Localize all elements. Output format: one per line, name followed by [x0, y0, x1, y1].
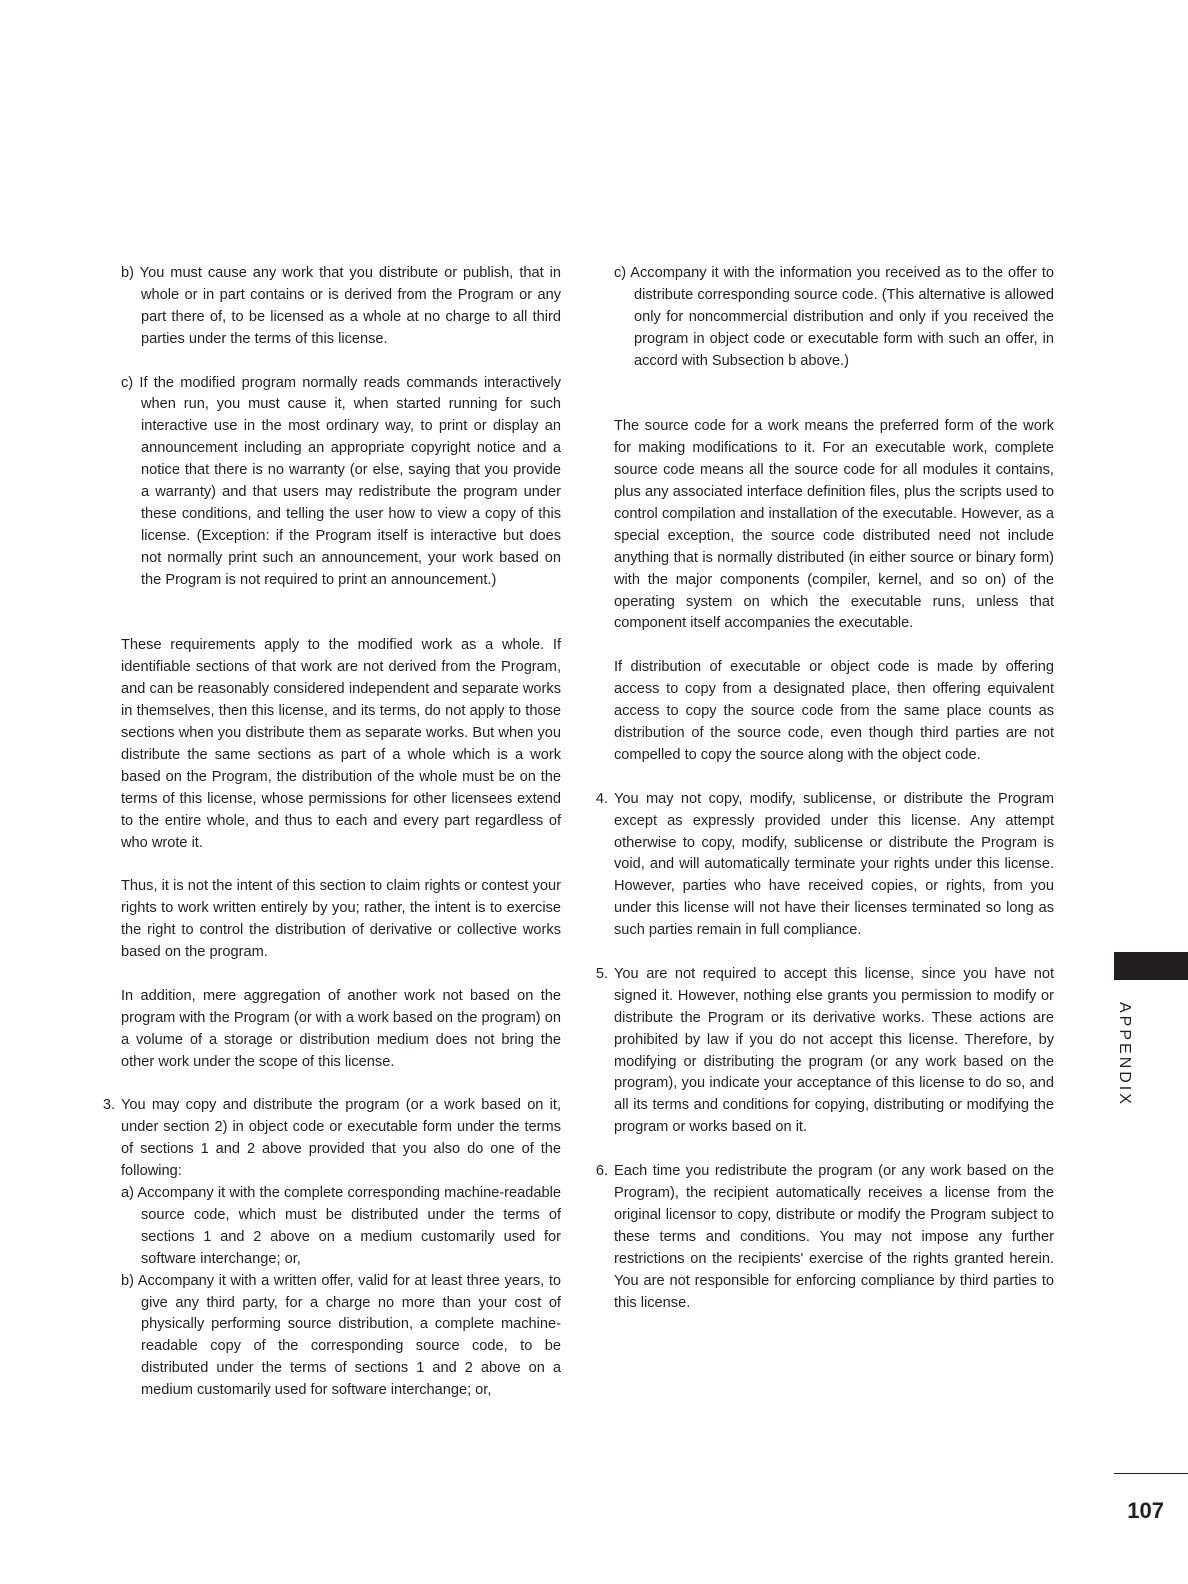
page-number: 107	[1127, 1498, 1164, 1523]
paragraph-aggregation: In addition, mere aggregation of another work not based on the program with the Program (or with a work based on the program) on a volume of a storage or distribution medium does not bring the other work under the scope of this license.	[121, 987, 561, 1070]
clause-3a: a) Accompany it with the complete corresponding machine-readable source code, which must be distributed under the terms of sections 1 and 2 above on a medium customarily used for software interchange; or,	[121, 1184, 561, 1267]
paragraph-requirements: These requirements apply to the modified work as a whole. If identifiable sections of that work are not derived from the Program, and can be reasonably considered independent and separate works in themselves, then this license, and its terms, do not apply to those sections when you distribute them as separate works. But when you distribute the same sections as part of a whole which is a work based on the Program, the distribution of the whole must be on the terms of this license, whose permissions for other licensees extend to the entire whole, and thus to each and every part regardless of who wrote it.	[121, 637, 561, 851]
clause-2c: c) If the modified program normally reads commands interactively when run, you must cause it, when started running for such interactive use in the most ordinary way, to print or display an announcement including an appropriate copyright notice and a notice that there is no warranty (or else, saying that you provide a warranty) and that users may redistribute the program under these conditions, and telling the user how to view a copy of this license. (Exception: if the Program itself is interactive but does not normally print such an announcement, your work based on the Program is not required to print an announcement.)	[121, 374, 561, 588]
section-text: Each time you redistribute the program (or any work based on the Program), the recipient automatically receives a license from the original licensor to copy, distribute or modify the Program subject to these terms and conditions. You may not impose any further restrictions on the recipients' exercise of the rights granted herein. You are not responsible for enforcing compliance by third parties to this license.	[614, 1163, 1054, 1311]
section-4	[595, 789, 1054, 942]
paragraph-intent: Thus, it is not the intent of this section to claim rights or contest your rights to work written entirely by you; rather, the intent is to exercise the right to control the distribution of derivative or collective works based on the program.	[121, 878, 561, 961]
clause-2b: b) You must cause any work that you distribute or publish, that in whole or in part contains or is derived from the Program or any part there of, to be licensed as a whole at no charge to all third parties under the terms of this license.	[121, 265, 561, 347]
clause-3c: c) Accompany it with the information you received as to the offer to distribute corresponding source code. (This alternative is allowed only for noncommercial distribution and only if you received the program in object code or executable form with such an offer, in accord with Subsection b above.)	[614, 265, 1054, 369]
paragraph-distribution: If distribution of executable or object code is made by offering access to copy from a designated place, then offering equivalent access to copy the source code from the same place counts as distribution of the source code, even though third parties are not compelled to copy the source along with the object code.	[614, 659, 1054, 763]
clause-3b: b) Accompany it with a written offer, valid for at least three years, to give any third party, for a charge no more than your cost of physically performing source distribution, a complete machine-readable copy of the corresponding source code, to be distributed under the terms of sections 1 and 2 above on a medium customarily used for software interchange; or,	[121, 1272, 561, 1399]
footer-divider	[1114, 1473, 1188, 1474]
section-text: You are not required to accept this license, since you have not signed it. However, nothing else grants you permission to modify or distribute the Program or its derivative works. These actions are prohibited by law if you do not accept this license. Therefore, by modifying or distributing the program (or any work based on the program), you indicate your acceptance of this license to do so, and all its terms and conditions for copying, distributing or modifying the program or works based on it.	[614, 965, 1054, 1136]
section-text: You may not copy, modify, sublicense, or distribute the Program except as expressly provided under this license. Any attempt otherwise to copy, modify, sublicense or distribute the Program is void, and will automatically terminate your rights under this license. However, parties who have received copies, or rights, from you under this license will not have their licenses terminated so long as such parties remain in full compliance.	[614, 790, 1054, 939]
appendix-label: APPENDIX	[1116, 1002, 1133, 1107]
section-6	[595, 1161, 1054, 1314]
section-number: 5.	[595, 965, 608, 982]
appendix-tab-marker	[1114, 952, 1188, 980]
section-number: 4.	[595, 790, 608, 807]
section-5	[595, 964, 1054, 1139]
right-column	[595, 263, 1054, 1336]
section-text: You may copy and distribute the program (or a work based on it, under section 2) in object code or executable form under the terms of sections 1 and 2 above provided that you also do one of the following:	[121, 1097, 561, 1180]
paragraph-source-code: The source code for a work means the preferred form of the work for making modifications to it. For an executable work, complete source code means all the source code for all modules it contains, plus any associated interface definition files, plus the scripts used to control compilation and installation of the executable. However, as a special exception, the source code distributed need not include anything that is normally distributed (in either source or binary form) with the major components (compiler, kernel, and so on) of the operating system on which the executable runs, unless that component itself accompanies the executable.	[614, 418, 1054, 632]
section-number: 6.	[595, 1163, 608, 1180]
left-column	[102, 263, 561, 1424]
section-3	[102, 1095, 561, 1402]
section-number: 3.	[102, 1097, 115, 1114]
